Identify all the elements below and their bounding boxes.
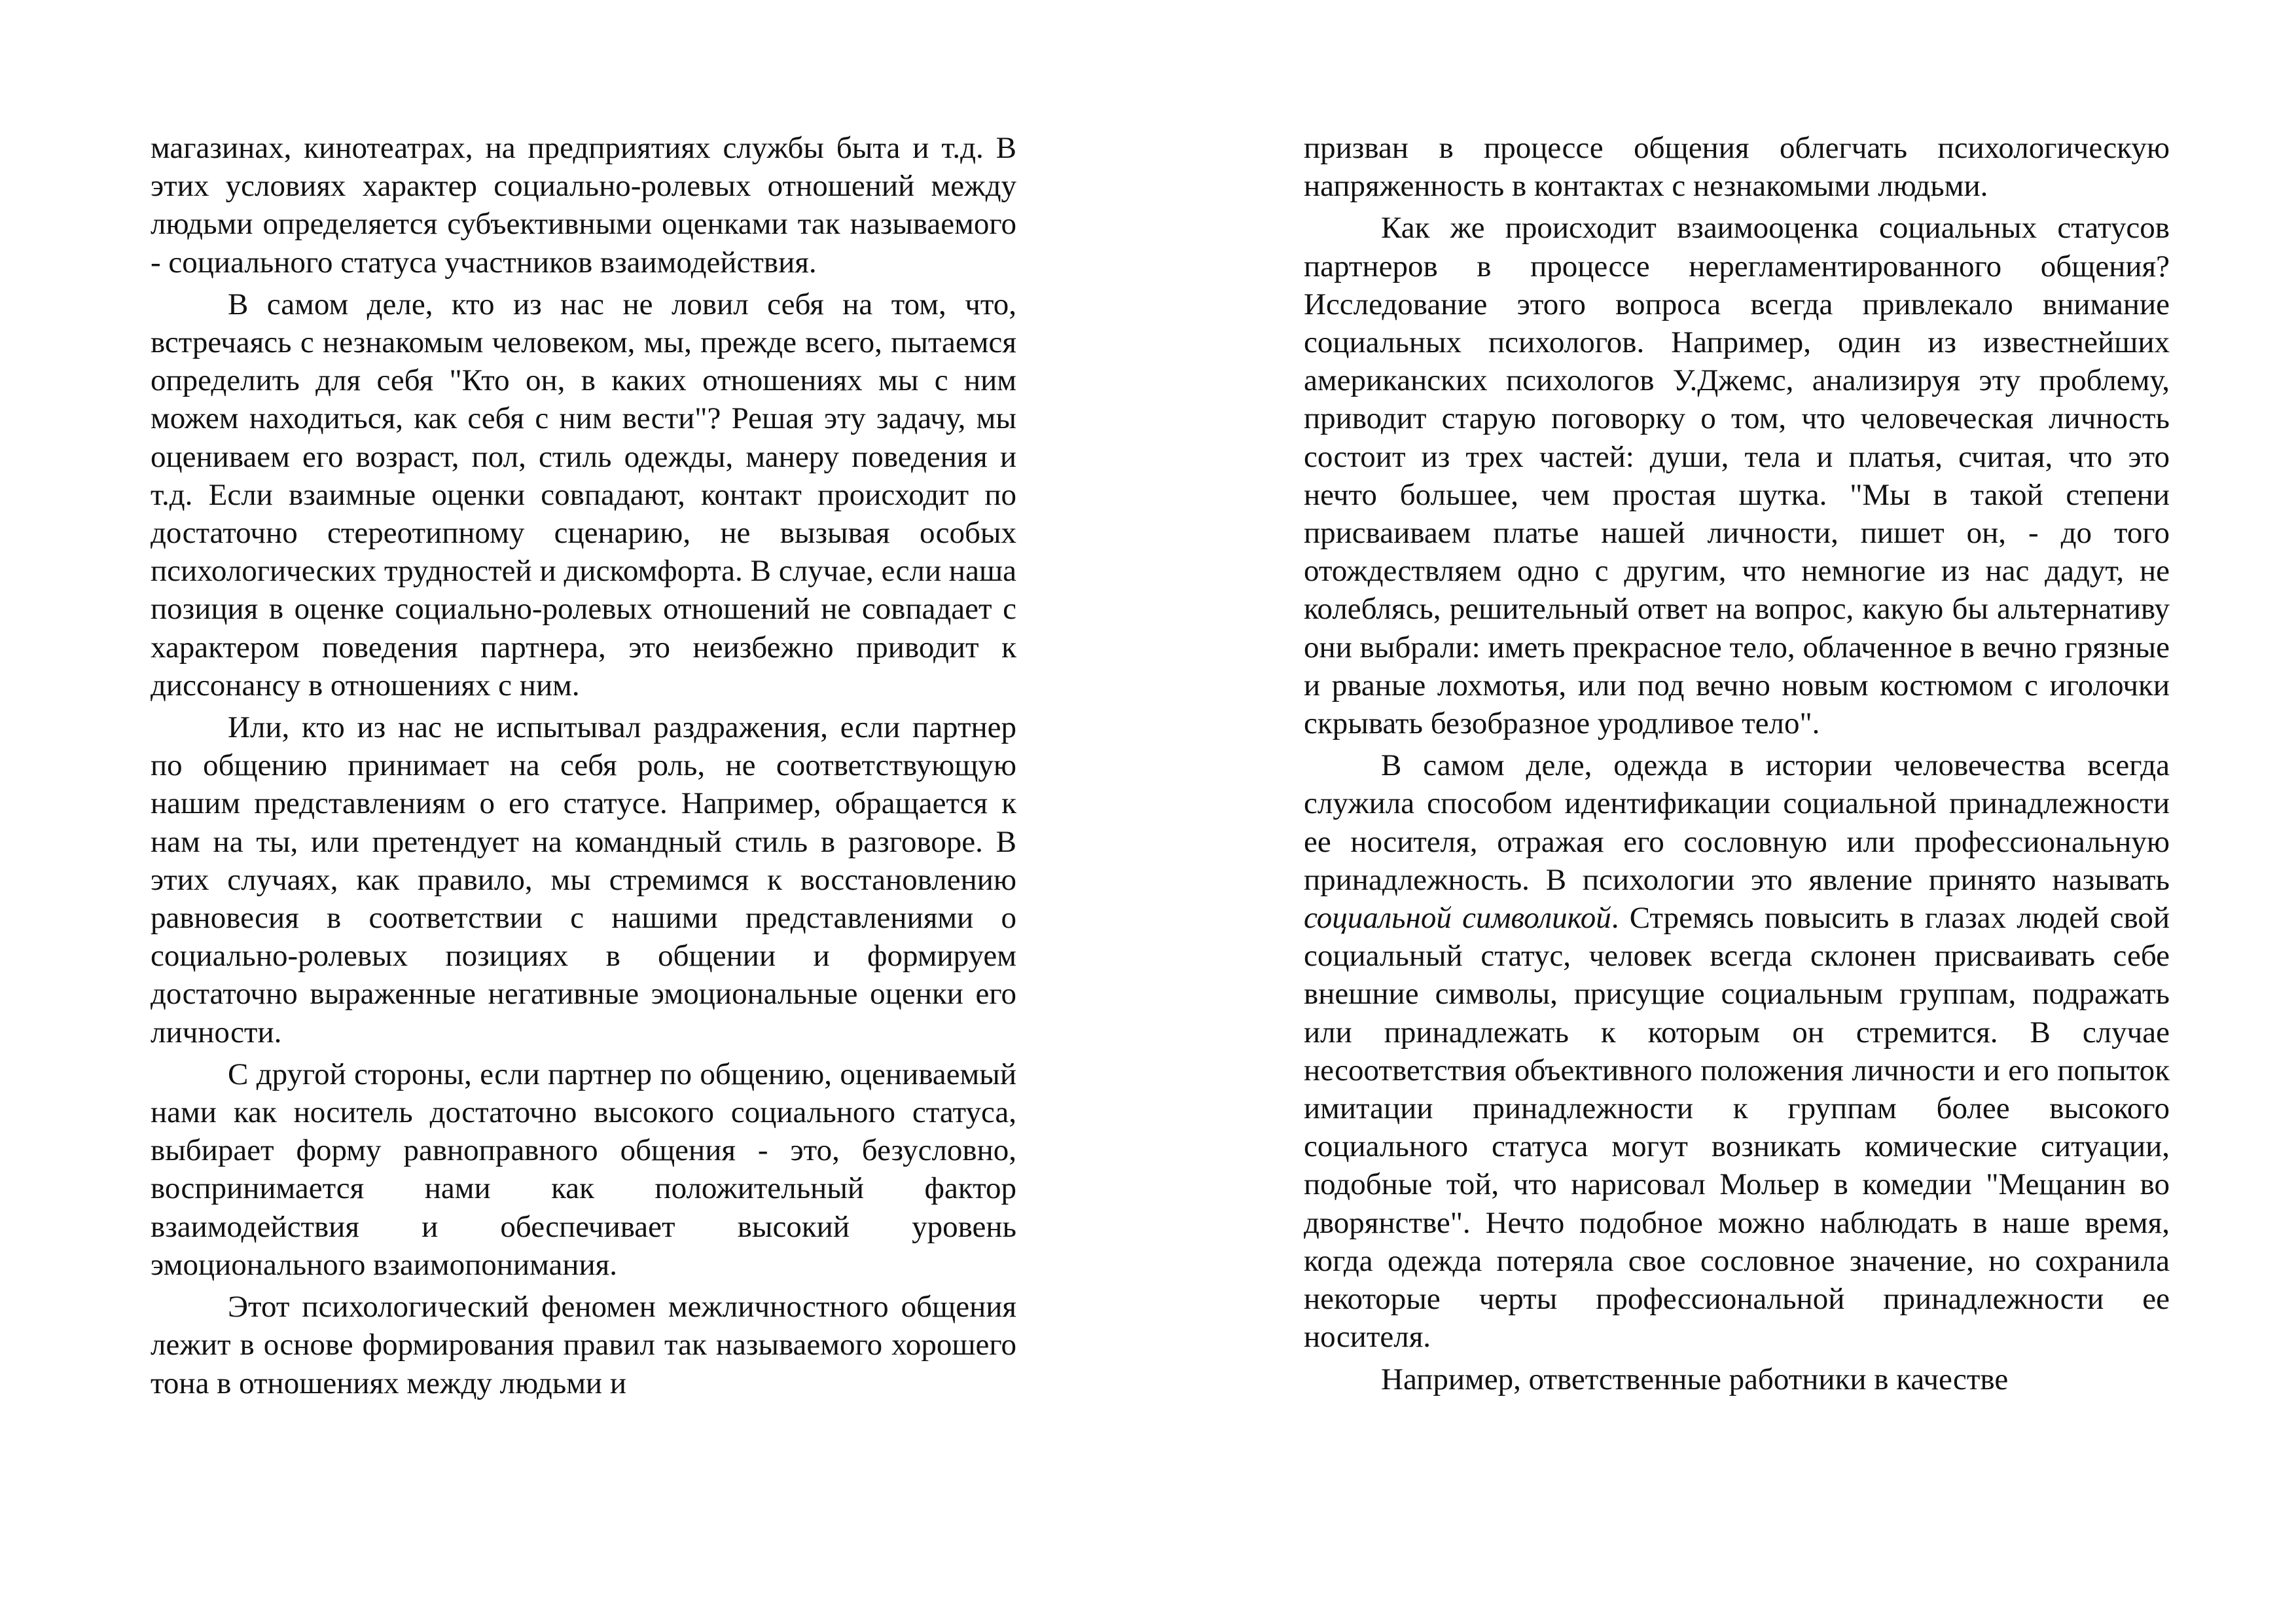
paragraph: С другой стороны, если партнер по общению, оцениваемый нами как носитель достаточно высокого социального статуса, выбирает форму равноправного общения - это, безусловно, воспринимается нами как положительный фактор взаимодействия и обеспечивает высокий уровень эмоционального взаимопонимания. [151, 1057, 1016, 1282]
paragraph: призван в процессе общения облегчать психологическую напряженность в контактах с незнакомыми людьми. [1304, 131, 2170, 204]
paragraph-text: В самом деле, одежда в истории человечества всегда служила способом идентификации социальной принадлежности ее носителя, отражая его сословную или профессиональную принадлежность. В психологии это явление принято называть [1304, 748, 2170, 897]
paragraph: Как же происходит взаимооценка социальных статусов партнеров в процессе нерегламентированного общения? Исследование этого вопроса всегда привлекало внимание социальных психологов. Например, один из известнейших американских психологов У.Джемс, анализируя эту проблему, приводит старую поговорку о том, что человеческая личность состоит из трех частей: души, тела и платья, считая, что это нечто большее, чем простая шутка. "Мы в такой степени присваиваем платье нашей личности, пишет он, - до того отождествляем одно с другим, что немногие из нас дадут, не колеблясь, решительный ответ на вопрос, какую бы альтернативу они выбрали: иметь прекрасное тело, облаченное в вечно грязные и рваные лохмотья, или под вечно новым костюмом с иголочки скрывать безобразное уродливое тело". [1304, 211, 2170, 741]
paragraph: магазинах, кинотеатрах, на предприятиях службы быта и т.д. В этих условиях характер социально-ролевых отношений между людьми определяется субъективными оценками так называемого - социального статуса участников взаимодействия. [151, 131, 1016, 280]
paragraph: Этот психологический феномен межличностного общения лежит в основе формирования правил так называемого хорошего тона в отношениях между людьми и [151, 1290, 1016, 1400]
left-column [151, 129, 1016, 1402]
paragraph [1304, 746, 2170, 1356]
paragraph: Например, ответственные работники в качестве [1381, 1362, 2009, 1396]
emphasized-term: социальной символикой [1304, 901, 1611, 936]
paragraph: В самом деле, кто из нас не ловил себя на том, что, встречаясь с незнакомым человеком, мы, прежде всего, пытаемся определить для себя "Кто он, в каких отношениях мы с ним можем находиться, как себя с ним вести"? Решая эту задачу, мы оцениваем его возраст, пол, стиль одежды, манеру поведения и т.д. Если взаимные оценки совпадают, контакт происходит по достаточно стереотипному сценарию, не вызывая особых психологических трудностей и дискомфорта. В случае, если наша позиция в оценке социально-ролевых отношений не совпадает с характером поведения партнера, это неизбежно приводит к диссонансу в отношениях с ним. [151, 287, 1016, 702]
right-column [1304, 129, 2170, 1398]
paragraph-text: . Стремясь повысить в глазах людей свой социальный статус, человек всегда склонен присваивать себе внешние символы, присущие социальным группам, подражать или принадлежать к которым он стремится. В случае несоответствия объективного положения личности и его попыток имитации принадлежности к группам более высокого социального статуса могут возникать комические ситуации, подобные той, что нарисовал Мольер в комедии "Мещанин во дворянстве". Нечто подобное можно наблюдать в наше время, когда одежда потеряла свое сословное значение, но сохранила некоторые черты профессиональной принадлежности ее носителя. [1304, 901, 2170, 1355]
paragraph: Или, кто из нас не испытывал раздражения, если партнер по общению принимает на себя роль, не соответствующую нашим представлениям о его статусе. Например, обращается к нам на ты, или претендует на командный стиль в разговоре. В этих случаях, как правило, мы стремимся к восстановлению равновесия в соответствии с нашими представлениями о социально-ролевых позициях в общении и формируем достаточно выраженные негативные эмоциональные оценки его личности. [151, 710, 1016, 1049]
